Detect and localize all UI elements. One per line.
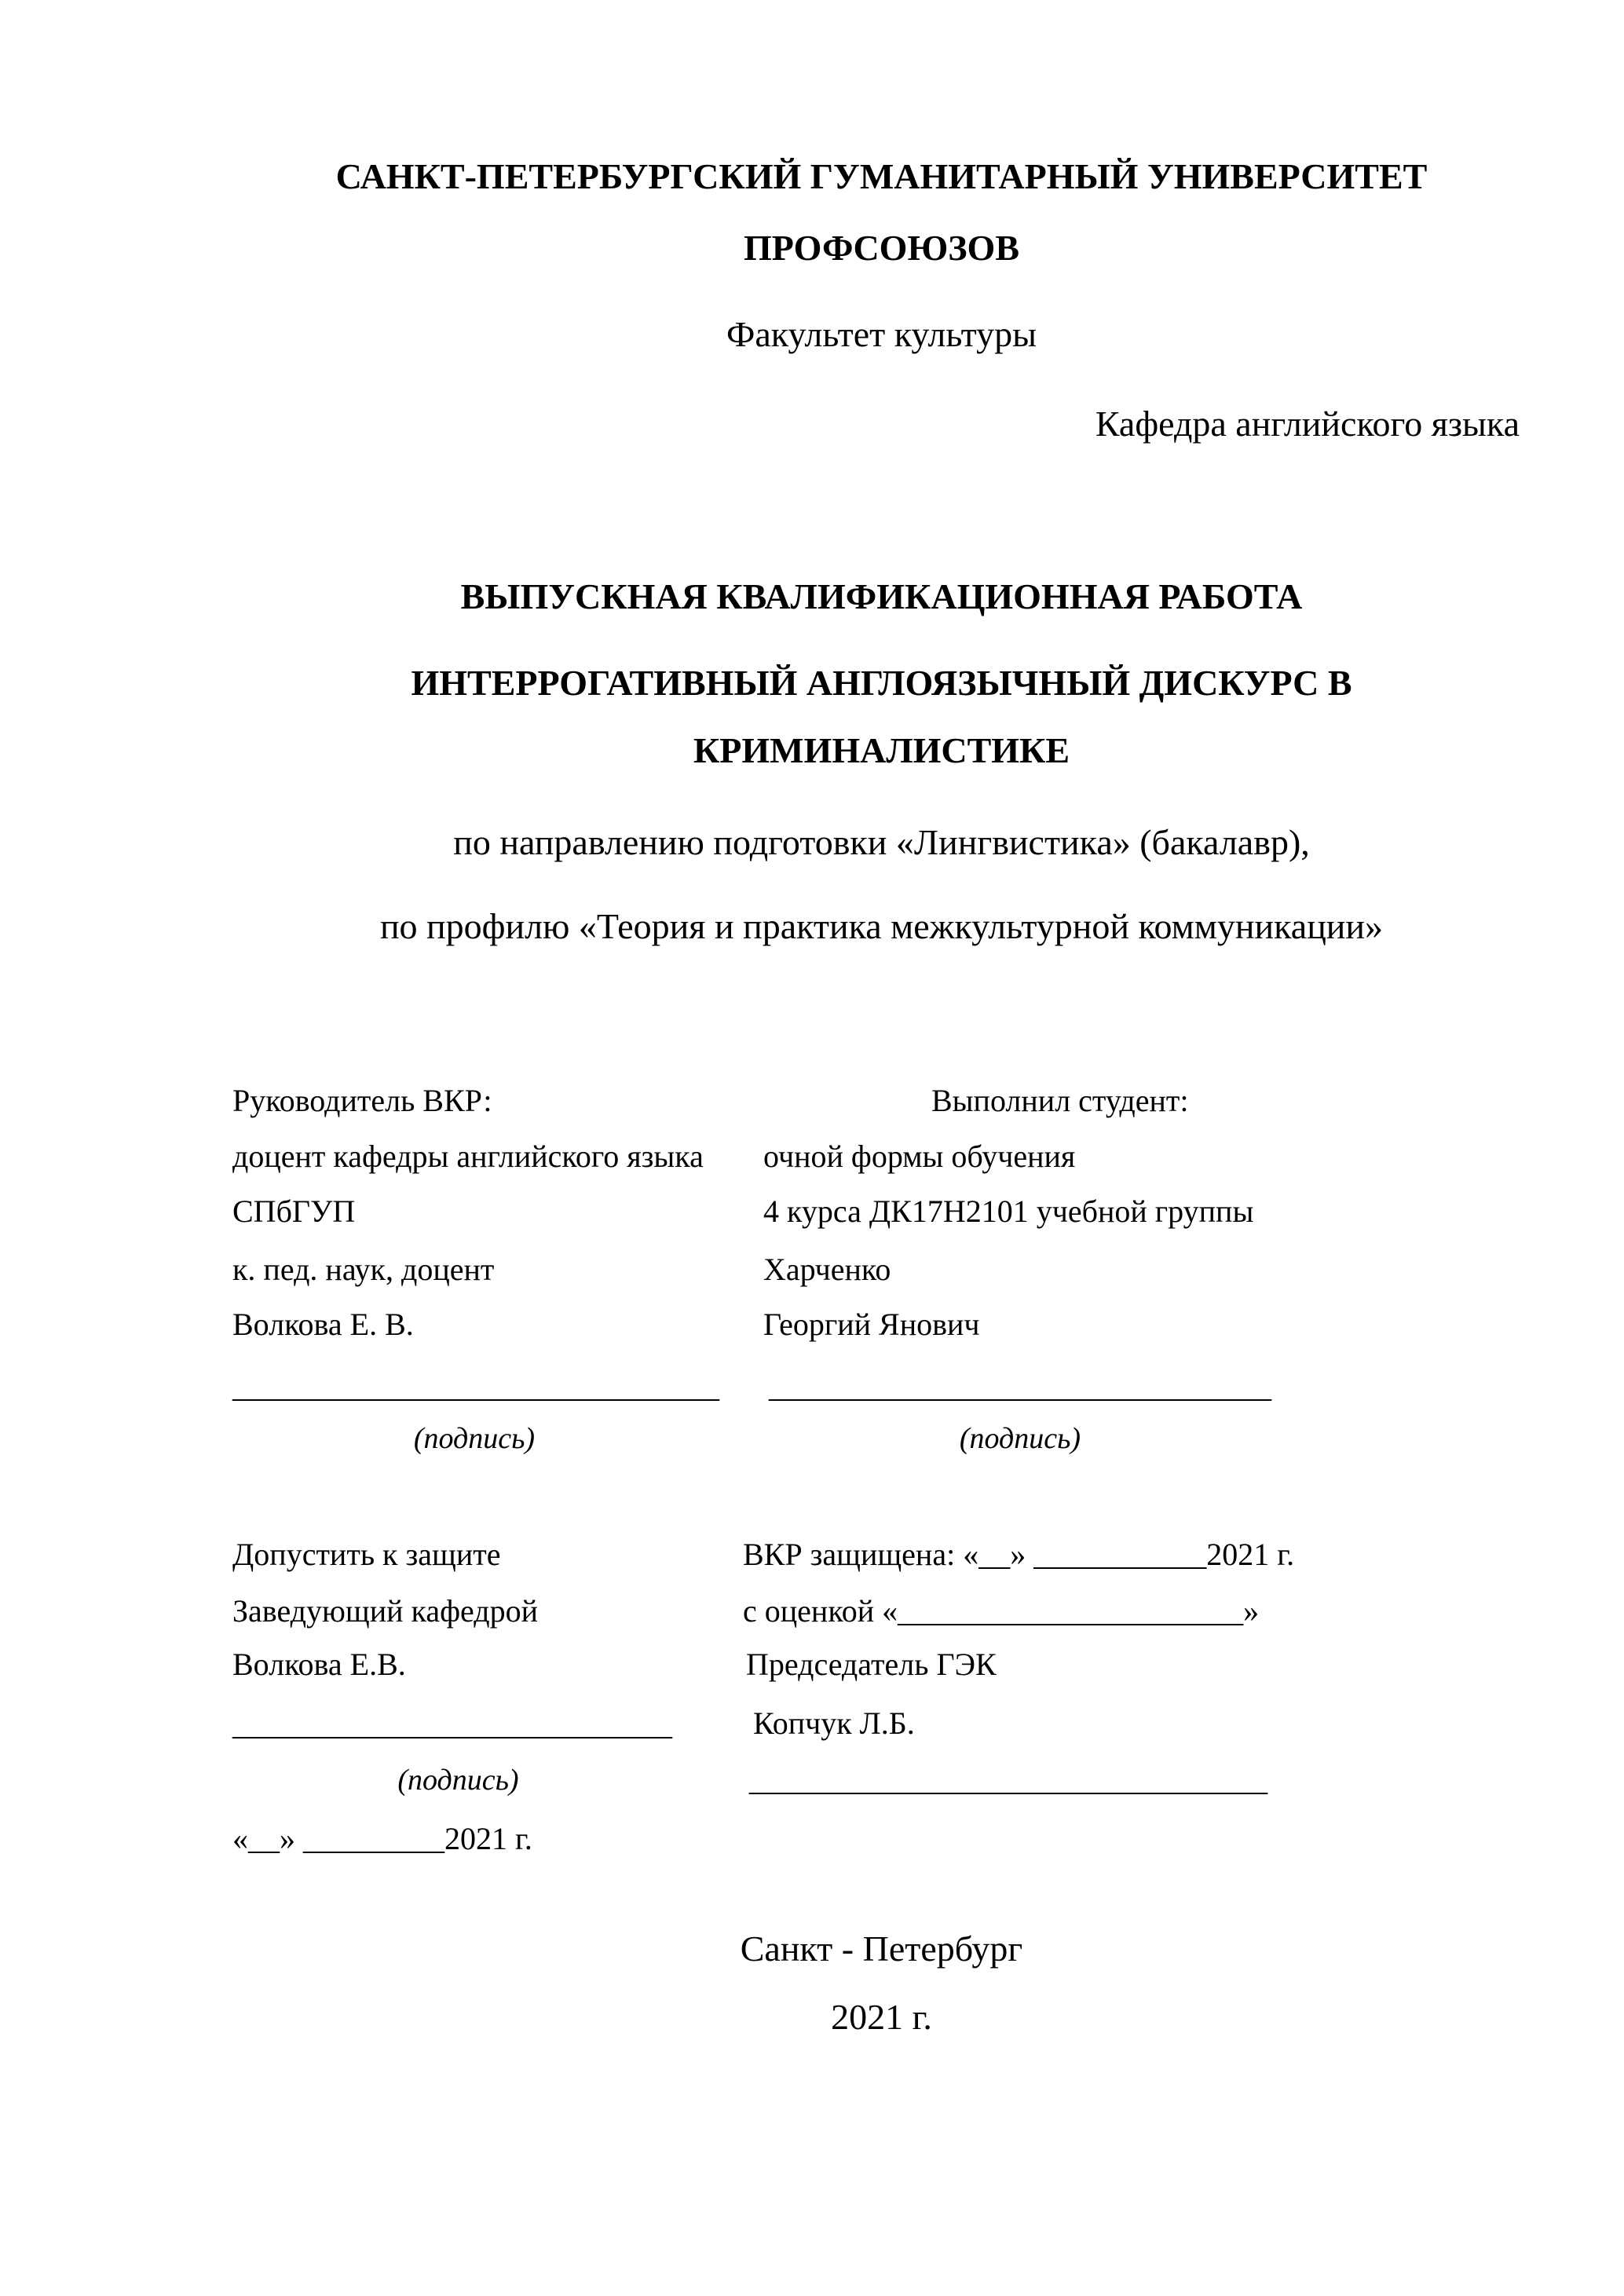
- defense-signature-line: _________________________________: [749, 1762, 1267, 1797]
- defense-chairman-name: Копчук Л.Б.: [753, 1706, 915, 1741]
- defense-chairman-label: Председатель ГЭК: [746, 1647, 997, 1682]
- admission-signature-line: ____________________________: [232, 1706, 672, 1742]
- footer-year: 2021 г.: [831, 1997, 932, 2037]
- supervisor-signature-line: _______________________________: [232, 1369, 719, 1404]
- thesis-topic-line2: КРИМИНАЛИСТИКЕ: [693, 730, 1070, 770]
- defense-defended-line: ВКР защищена: «__» ___________2021 г.: [743, 1537, 1295, 1572]
- student-name: Георгий Янович: [763, 1307, 980, 1342]
- student-group: 4 курса ДК17Н2101 учебной группы: [763, 1194, 1254, 1229]
- supervisor-degree: к. пед. наук, доцент: [232, 1252, 495, 1287]
- student-signature-line: ________________________________: [769, 1369, 1271, 1404]
- student-surname: Харченко: [763, 1252, 891, 1287]
- university-name-line1: САНКТ-ПЕТЕРБУРГСКИЙ ГУМАНИТАРНЫЙ УНИВЕРСИТЕТ: [335, 156, 1428, 196]
- student-label: Выполнил студент:: [931, 1083, 1189, 1118]
- admission-head-name: Волкова Е.В.: [232, 1647, 406, 1682]
- program-line: по направлению подготовки «Лингвистика» (бакалавр),: [453, 822, 1310, 862]
- student-study-form: очной формы обучения: [763, 1139, 1076, 1174]
- footer-city: Санкт - Петербург: [740, 1929, 1023, 1969]
- admission-date-line: «__» _________2021 г.: [232, 1821, 532, 1856]
- supervisor-signature-caption: (подпись): [413, 1422, 536, 1455]
- supervisor-position: доцент кафедры английского языка: [232, 1139, 704, 1174]
- defense-grade-line: с оценкой «______________________»: [743, 1593, 1260, 1629]
- department-name: Кафедра английского языка: [1095, 404, 1520, 444]
- supervisor-name: Волкова Е. В.: [232, 1307, 414, 1342]
- admission-permit-line: Допустить к защите: [232, 1537, 501, 1572]
- student-signature-caption: (подпись): [959, 1422, 1081, 1455]
- thesis-topic-line1: ИНТЕРРОГАТИВНЫЙ АНГЛОЯЗЫЧНЫЙ ДИСКУРС В: [411, 663, 1352, 703]
- faculty-name: Факультет культуры: [726, 314, 1037, 354]
- profile-line: по профилю «Теория и практика межкультурной коммуникации»: [379, 906, 1384, 946]
- admission-head-line: Заведующий кафедрой: [232, 1593, 539, 1629]
- work-type-title: ВЫПУСКНАЯ КВАЛИФИКАЦИОННАЯ РАБОТА: [460, 576, 1303, 616]
- admission-signature-caption: (подпись): [397, 1764, 519, 1797]
- supervisor-organization: СПбГУП: [232, 1194, 356, 1229]
- supervisor-label: Руководитель ВКР:: [232, 1083, 492, 1118]
- university-name-line2: ПРОФСОЮЗОВ: [744, 228, 1019, 268]
